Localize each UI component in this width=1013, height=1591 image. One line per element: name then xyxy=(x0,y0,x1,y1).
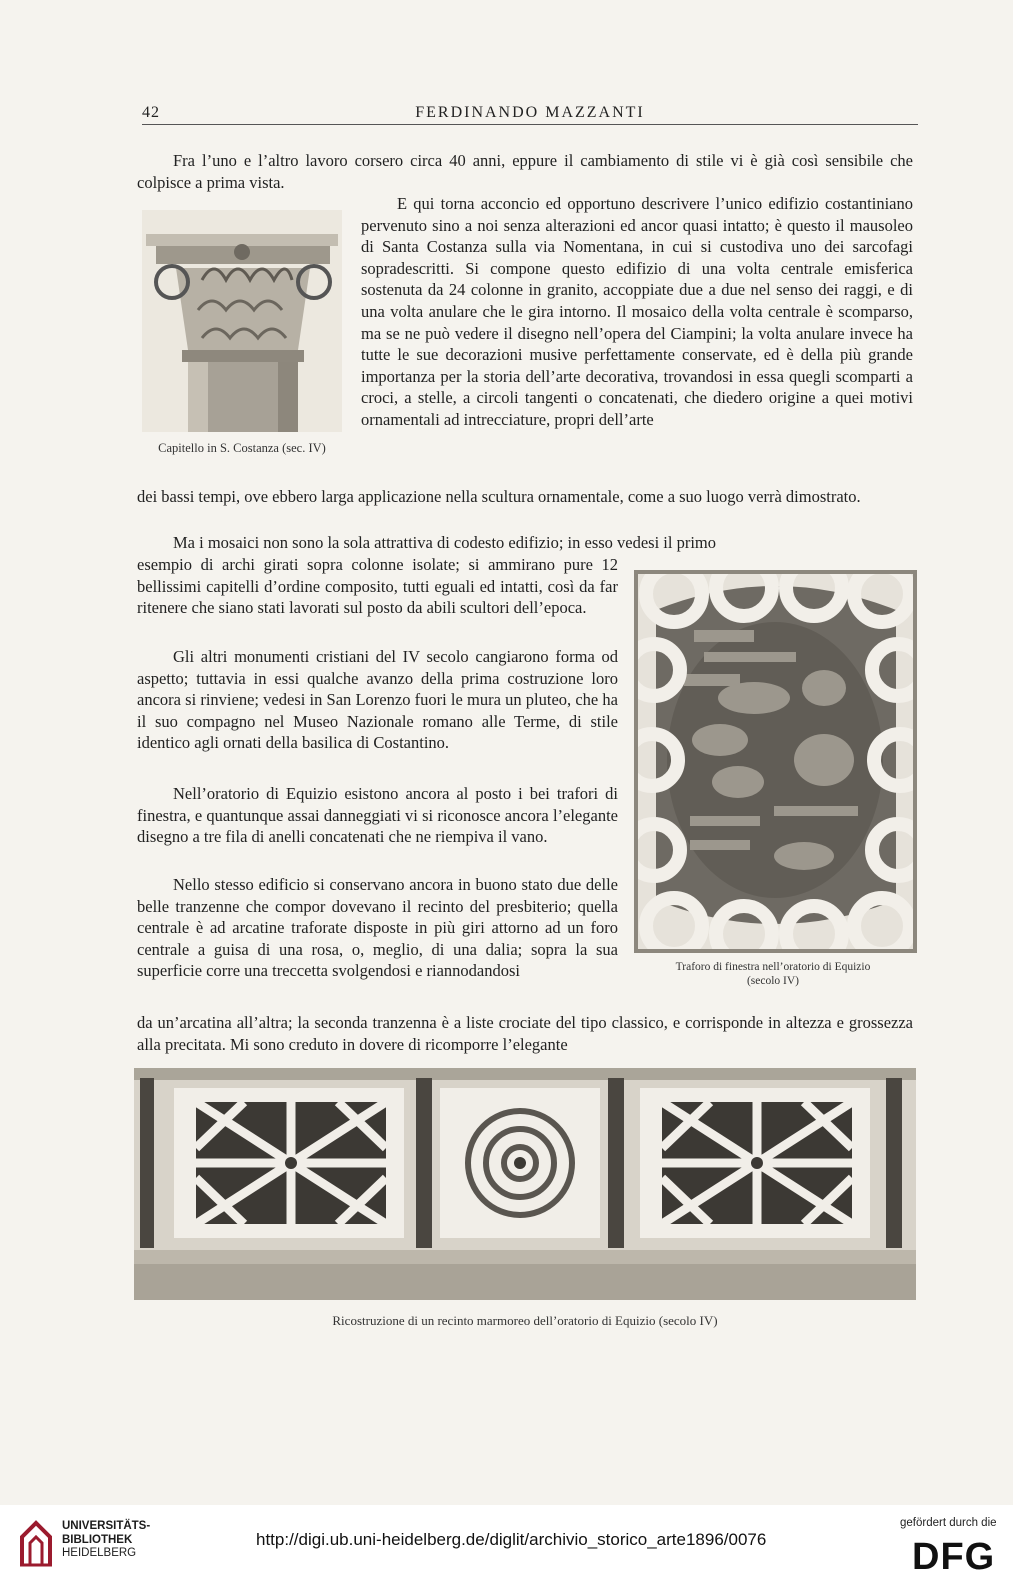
capital-illustration xyxy=(142,210,342,432)
running-title: FERDINANDO MAZZANTI xyxy=(415,104,645,121)
window-caption-line1: Traforo di finestra nell’oratorio di Equizio xyxy=(675,961,871,973)
library-name-line1: UNIVERSITÄTS- xyxy=(62,1520,151,1532)
dfg-logo: DFG xyxy=(912,1536,996,1578)
paragraph-6: Gli altri monumenti cristiani del IV secolo cangiarono forma od aspetto; tuttavia in essi qualche avanzo della prima costruzione loro ancora si rinviene; vedesi in San Lorenzo fuori le mura un pluteo, che ha il suo compagno nel Museo Nazionale romano alle Terme, di stile identico agli ornati della basilica di Costantino. xyxy=(137,647,618,753)
paragraph-5: esempio di archi girati sopra colonne isolate; si ammirano pure 12 bellissimi capitelli d’ordine composito, tutti eguali ed intatti, così da far ritenere che siano stati lavorati sul posto da abili scultori dell’epoca. xyxy=(137,555,618,618)
library-name-line2: BIBLIOTHEK xyxy=(62,1533,133,1546)
capital-figure xyxy=(142,210,342,432)
enclosure-caption: Ricostruzione di un recinto marmoreo dell’oratorio di Equizio (secolo IV) xyxy=(332,1313,718,1328)
enclosure-figure xyxy=(134,1068,916,1300)
library-name-line3: HEIDELBERG xyxy=(62,1547,137,1559)
paragraph-1: Fra l’uno e l’altro lavoro corsero circa 40 anni, eppure il cambiamento di stile vi è già così sensibile che colpisce a prima vista. xyxy=(137,151,913,192)
page-number: 42 xyxy=(142,104,160,121)
paragraph-7: Nell’oratorio di Equizio esistono ancora al posto i bei trafori di finestra, e quantunque assai danneggiati vi si riconosce ancora l’elegante disegno a tre fila di anelli concatenati che ne riempiva il vano. xyxy=(137,784,618,847)
paragraph-9: da un’arcatina all’altra; la seconda tranzenna è a liste crociate del tipo classico, e corrisponde in altezza e grossezza alla precitata. Mi sono creduto in dovere di ricomporre l’elegante xyxy=(137,1013,913,1054)
window-caption-line2: (secolo IV) xyxy=(746,975,800,987)
window-grille-photo xyxy=(634,570,917,953)
source-url[interactable]: http://digi.ub.uni-heidelberg.de/diglit/archivio_storico_arte1896/0076 xyxy=(256,1530,767,1549)
paragraph-8: Nello stesso edificio si conservano ancora in buono stato due delle belle tranzenne che compor dovevano il recinto del presbiterio; quella centrale è ad arcatine traforate disposte in più giri attorno ad un foro centrale a guisa di una rosa, o, meglio, di una dalia; sopra la sua superficie corre una treccetta svolgendosi e riannodandosi xyxy=(137,875,618,981)
paragraph-2: E qui torna acconcio ed opportuno descrivere l’unico edifizio costantiniano pervenuto sino a noi senza alterazioni ed ancor quasi intatto; è questo il mausoleo di Santa Costanza sulla via Nomentana, in cui si custodiva uno dei sarcofagi sopradescritti. Si compone questo edifizio di una volta centrale emisferica sostenuta da 24 colonne in granito, accoppiate due a due nel senso dei raggi, e di una volta anulare che le gira intorno. Il mosaico della volta centrale è scomparso, ma se ne può vedere il disegno nell’opera del Ciampini; la volta anulare invece ha tutte le sue decorazioni musive perfettamente conservate, ed è della più grande importanza per la storia dell’arte decorativa, trovandosi in essa quegli scomparti a croci, a stelle, a circoli tangenti o concatenati, che diedero origine a quei motivi ornamentali ad intrecciature, propri dell’arte xyxy=(361,194,913,429)
funded-by-label: gefördert durch die xyxy=(900,1517,997,1529)
running-header xyxy=(142,102,918,125)
enclosure-illustration xyxy=(134,1068,916,1300)
paragraph-3: dei bassi tempi, ove ebbero larga applicazione nella scultura ornamentale, come a suo luogo verrà dimostrato. xyxy=(137,487,861,506)
window-grille-figure xyxy=(634,570,917,953)
paragraph-4: Ma i mosaici non sono la sola attrattiva di codesto edifizio; in esso vedesi il primo xyxy=(173,533,717,552)
university-library-logo xyxy=(18,1517,54,1569)
library-name xyxy=(62,1520,150,1561)
window-caption xyxy=(628,960,918,988)
capital-caption: Capitello in S. Costanza (sec. IV) xyxy=(158,441,326,455)
